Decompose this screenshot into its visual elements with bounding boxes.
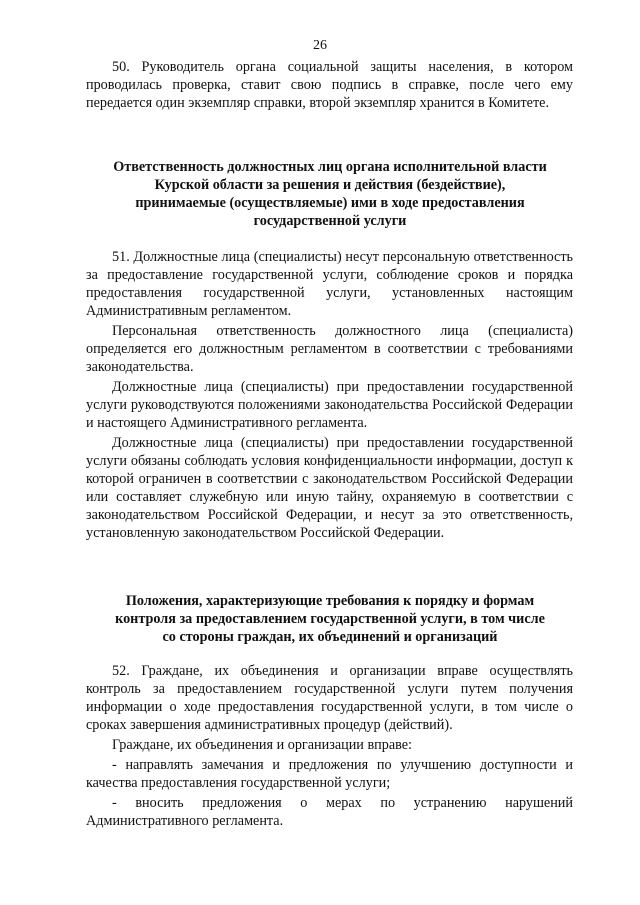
section-control-body [86, 662, 573, 830]
section-responsibility-heading-block [110, 158, 550, 230]
list-item-remarks: - направлять замечания и предложения по улучшению доступности и качества предоставления государственной услуги; [86, 757, 573, 791]
section-heading-control: Положения, характеризующие требования к порядку и формам контроля за предоставлением государственной услуги, в том числе со стороны граждан, их объединений и организаций [115, 593, 545, 645]
section-responsibility-body [86, 248, 573, 542]
paragraph-50-block [86, 58, 573, 112]
paragraph-52: 52. Граждане, их объединения и организации вправе осуществлять контроль за предоставлением государственной услуги путем получения информации о ходе предоставления государственной услуги, в том числе о сроках завершения административных процедур (действий). [86, 663, 573, 733]
paragraph-legislation-guidance: Должностные лица (специалисты) при предоставлении государственной услуги руководствуются положениями законодательства Российской Федерации и настоящего Административного регламента. [86, 379, 573, 431]
paragraph-confidentiality: Должностные лица (специалисты) при предоставлении государственной услуги обязаны соблюдать условия конфиденциальности информации, доступ к которой ограничен в соответствии с законодательством Российской Федерации или составляет служебную или иную тайну, охраняемую в соответствии с законодательством Российской Федерации, и несут за это ответственность, установленную законодательством Российской Федерации. [86, 435, 573, 541]
paragraph-50: 50. Руководитель органа социальной защиты населения, в котором проводилась проверка, ставит свою подпись в справке, после чего ему передается один экземпляр справки, второй экземпляр хранится в Комитете. [86, 59, 573, 111]
section-heading-responsibility: Ответственность должностных лиц органа исполнительной власти Курской области за решения и действия (бездействие), принимаемые (осуществляемые) ими в ходе предоставления государственной услуги [113, 159, 547, 229]
page-number: 26 [313, 38, 327, 53]
paragraph-personal-responsibility: Персональная ответственность должностного лица (специалиста) определяется его должностным регламентом в соответствии с требованиями законодательства. [86, 323, 573, 375]
paragraph-citizens-rights: Граждане, их объединения и организации вправе: [112, 737, 412, 753]
paragraph-51: 51. Должностные лица (специалисты) несут персональную ответственность за предоставление государственной услуги, соблюдение сроков и порядка предоставления государственной услуги, установленных настоящим Административным регламентом. [86, 249, 573, 319]
list-item-proposals: - вносить предложения о мерах по устранению нарушений Административного регламента. [86, 795, 573, 829]
section-control-heading-block [110, 592, 550, 646]
